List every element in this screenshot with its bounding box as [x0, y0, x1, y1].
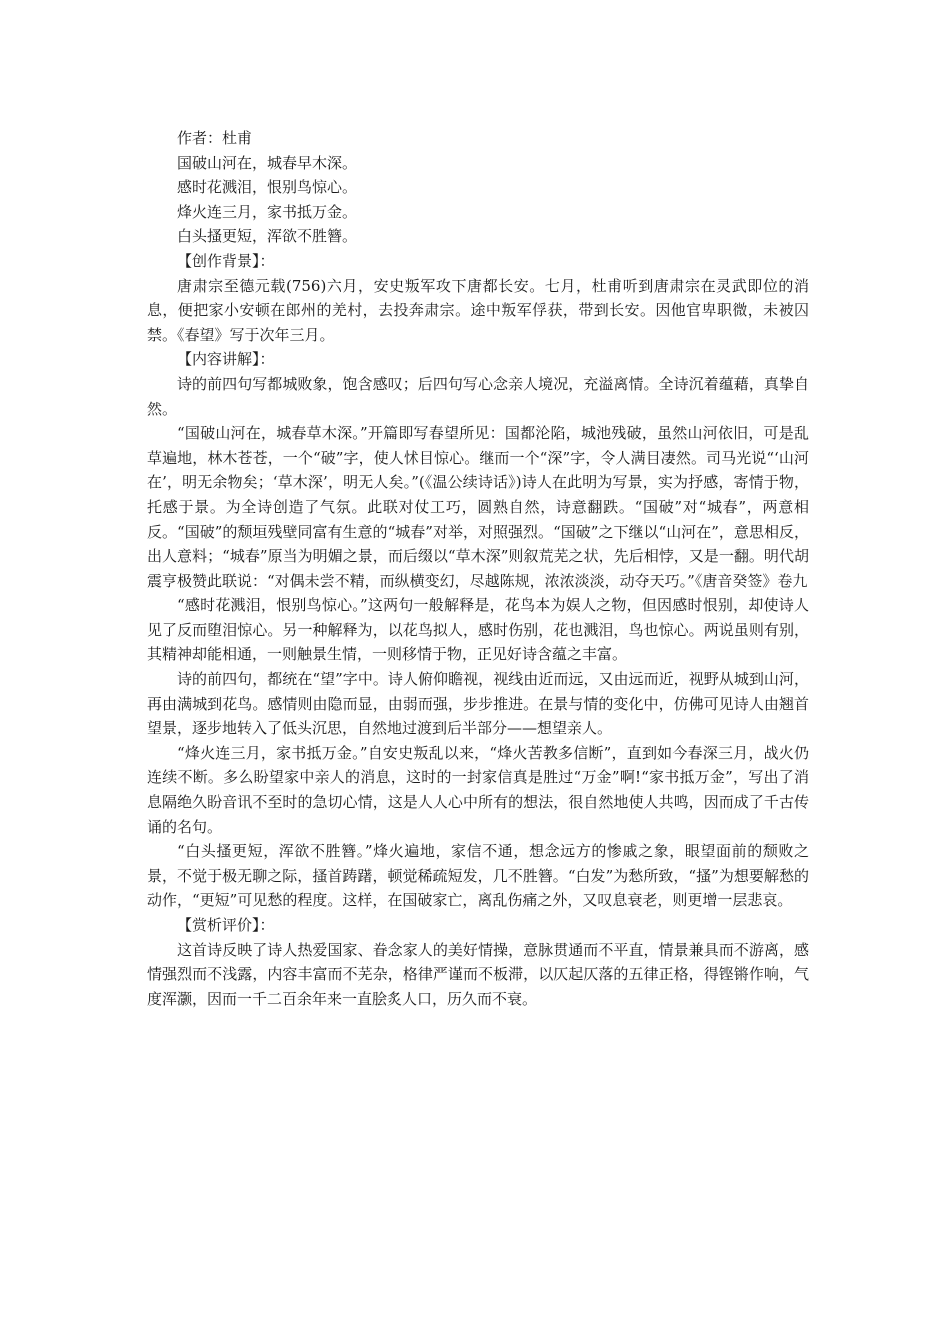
appreciation-paragraph: 这首诗反映了诗人热爱国家、眷念家人的美好情操，意脉贯通而不平直，情景兼具而不游离，感情强烈而不浅露，内容丰富而不芜杂，格律严谨而不板滞，以仄起仄落的五律正格，得铿锵作响，气度浑灏，因而一千二百余年来一直脍炙人口，历久而不衰。	[147, 940, 809, 1008]
explanation-paragraph: 诗的前四句写都城败象，饱含感叹；后四句写心念亲人境况，充溢离情。全诗沉着蕴藉，真挚自然。	[147, 374, 809, 418]
poem-line: 白头搔更短，浑欲不胜簪。	[177, 227, 358, 246]
background-heading: 【创作背景】：	[177, 251, 275, 270]
poem-line: 感时花溅泪，恨别鸟惊心。	[177, 178, 358, 197]
background-paragraph: 唐肃宗至德元载(756)六月，安史叛军攻下唐都长安。七月，杜甫听到唐肃宗在灵武即位的消息，便把家小安顿在郎州的羌村，去投奔肃宗。途中叛军俘获，带到长安。因他官卑职微，未被囚禁。《春望》写于次年三月。	[147, 276, 809, 344]
explanation-paragraph: “白头搔更短，浑欲不胜簪。”烽火遍地，家信不通，想念远方的惨戚之象，眼望面前的颓败之景，不觉于极无聊之际，搔首踌躇，顿觉稀疏短发，几不胜簪。“白发”为愁所致，“搔”为想要解愁的动作，“更短”可见愁的程度。这样，在国破家亡，离乱伤痛之外，又叹息衰老，则更增一层悲哀。	[147, 842, 809, 910]
explanation-heading: 【内容讲解】：	[177, 350, 275, 369]
poem-line: 国破山河在，城春早木深。	[177, 153, 358, 172]
poem-line: 烽火连三月，家书抵万金。	[177, 202, 358, 221]
explanation-paragraph: “国破山河在，城春草木深。”开篇即写春望所见：国都沦陷，城池残破，虽然山河依旧，可是乱草遍地，林木苍苍，一个“破”字，使人怵目惊心。继而一个“深”字，令人满目凄然。司马光说“‘山河在’，明无余物矣；‘草木深’，明无人矣。”(《温公续诗话》)诗人在此明为写景，实为抒感，寄情于物，托感于景。为全诗创造了气氛。此联对仗工巧，圆熟自然，诗意翻跌。“国破”对“城春”，两意相反。“国破”的颓垣残壁同富有生意的“城春”对举，对照强烈。“国破”之下继以“山河在”，意思相反，出人意料；“城春”原当为明媚之景，而后缀以“草木深”则叙荒芜之状，先后相悖，又是一翻。明代胡震亨极赞此联说：“对偶未尝不精，而纵横变幻，尽越陈规，浓浓淡淡，动夺天巧。”《唐音癸签》卷九	[147, 424, 809, 590]
explanation-paragraph: “感时花溅泪，恨别鸟惊心。”这两句一般解释是，花鸟本为娱人之物，但因感时恨别，却使诗人见了反而堕泪惊心。另一种解释为，以花鸟拟人，感时伤别，花也溅泪，鸟也惊心。两说虽则有别，其精神却能相通，一则触景生情，一则移情于物，正见好诗含蕴之丰富。	[147, 596, 809, 664]
author-line: 作者：杜甫	[177, 129, 253, 147]
appreciation-heading: 【赏析评价】：	[177, 916, 275, 934]
explanation-paragraph: “烽火连三月，家书抵万金。”自安史叛乱以来，“烽火苦教多信断”，直到如今春深三月，战火仍连续不断。多么盼望家中亲人的消息，这时的一封家信真是胜过“万金”啊!“家书抵万金”，写出了消息隔绝久盼音讯不至时的急切心情，这是人人心中所有的想法，很自然地使人共鸣，因而成了千古传诵的名句。	[147, 743, 809, 836]
document-body	[147, 126, 809, 1011]
explanation-paragraph: 诗的前四句，都统在“望”字中。诗人俯仰瞻视，视线由近而远，又由远而近，视野从城到山河，再由满城到花鸟。感情则由隐而显，由弱而强，步步推进。在景与情的变化中，仿佛可见诗人由翘首望景，逐步地转入了低头沉思，自然地过渡到后半部分——想望亲人。	[147, 670, 809, 738]
